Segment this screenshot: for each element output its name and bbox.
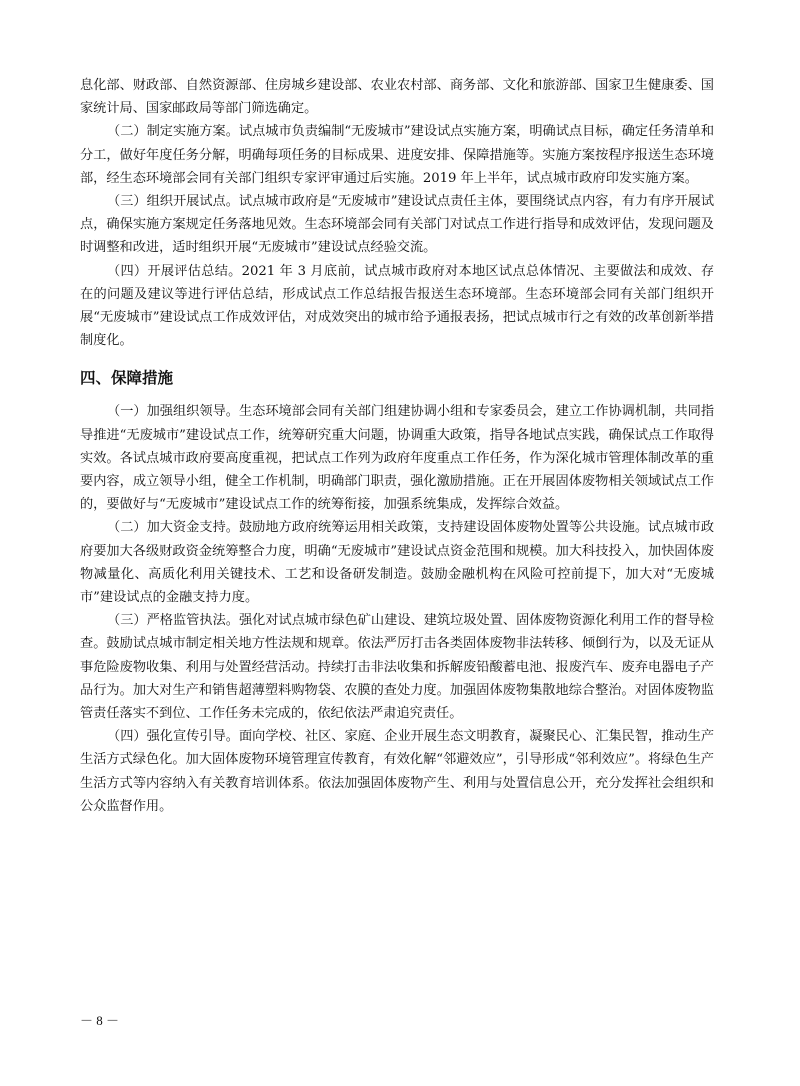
paragraph-text: 强化对试点城市绿色矿山建设、建筑垃圾处置、固体废物资源化利用工作的督导检查。鼓励试点城市制定相关地方性法规和规章。依法严厉打击各类固体废物非法转移、倾倒行为，以及无证从事危险废物收集、利用与处置经营活动。持续打击非法收集和拆解废铅酸蓄电池、报废汽车、废弃电器电子产品行为。加大对生产和销售超薄塑料购物袋、农膜的查处力度。加强固体废物集散地综合整治。对固体废物监管责任落实不到位、工作任务未完成的，依纪依法严肃追究责任。: [80, 613, 715, 722]
paragraph-text: 生态环境部会同有关部门组建协调小组和专家委员会，建立工作协调机制，共同指导推进“无废城市”建设试点工作，统筹研究重大问题，协调重大政策，指导各地试点实践，确保试点工作取得实效。各试点城市政府要高度重视，把试点工作列为政府年度重点工作任务，作为深化城市管理体制改革的重要内容，成立领导小组，健全工作机制，明确部门职责，强化激励措施。正在开展固体废物相关领域试点工作的，要做好与“无废城市”建设试点工作的统筹衔接，加强系统集成，发挥综合效益。: [80, 404, 715, 513]
paragraph-make-plan: [80, 120, 714, 190]
paragraph-lead: （三）严格监管执法。: [107, 613, 239, 629]
paragraph-text: 鼓励地方政府统筹运用相关政策，支持建设固体废物处置等公共设施。试点城市政府要加大各级财政资金统筹整合力度，明确“无废城市”建设试点资金范围和规模。加大科技投入，加快固体废物减量化、高质化利用关键技术、工艺和设备研发制造。鼓励金融机构在风险可控前提下，加大对“无废城市”建设试点的金融支持力度。: [80, 520, 715, 606]
paragraph-lead: （四）开展评估总结。: [107, 263, 242, 279]
paragraph-text: 试点城市负责编制“无废城市”建设试点实施方案，明确试点目标，确定任务清单和分工，做好年度任务分解，明确每项任务的目标成果、进度安排、保障措施等。实施方案按程序报送生态环境部，经生态环境部会同有关部门组织专家评审通过后实施。2019 年上半年，试点城市政府印发实施方案。: [80, 124, 715, 186]
paragraph-text: 面向学校、社区、家庭、企业开展生态文明教育，凝聚民心、汇集民智，推动生产生活方式绿色化。加大固体废物环境管理宣传教育，有效化解“邻避效应”，引导形成“邻利效应”。将绿色生产生活方式等内容纳入有关教育培训体系。依法加强固体废物产生、利用与处置信息公开，充分发挥社会组织和公众监督作用。: [80, 729, 715, 814]
paragraph-lead: （三）组织开展试点。: [107, 194, 239, 210]
paragraph-text: 2021 年 3 月底前，试点城市政府对本地区试点总体情况、主要做法和成效、存在的问题及建议等进行评估总结，形成试点工作总结报告报送生态环境部。生态环境部会同有关部门组织开展“无废城市”建设试点工作成效评估，对成效突出的城市给予通报表扬，把试点城市行之有效的改革创新举措制度化。: [80, 263, 715, 349]
document-body: [80, 74, 714, 818]
paragraph-lead: （一）加强组织领导。: [107, 404, 239, 420]
paragraph-evaluate-summary: [80, 260, 714, 353]
paragraph-lead: （二）加大资金支持。: [107, 520, 239, 536]
paragraph-text: 试点城市政府是“无废城市”建设试点责任主体，要围绕试点内容，有力有序开展试点，确保实施方案规定任务落地见效。生态环境部会同有关部门对试点工作进行指导和成效评估，发现问题及时调整和改进，适时组织开展“无废城市”建设试点经验交流。: [80, 194, 715, 256]
page-number: － 8 －: [80, 1013, 120, 1028]
paragraph-funding-support: [80, 516, 714, 609]
continued-paragraph: [80, 74, 714, 120]
paragraph-lead: （二）制定实施方案。: [107, 124, 239, 140]
paragraph-supervision-enforcement: [80, 609, 714, 725]
section-heading: 四、保障措施: [80, 369, 174, 388]
paragraph-publicity-guidance: [80, 725, 714, 818]
paragraph-text: 息化部、财政部、自然资源部、住房城乡建设部、农业农村部、商务部、文化和旅游部、国家卫生健康委、国家统计局、国家邮政局等部门筛选确定。: [80, 78, 714, 117]
paragraph-organize-pilot: [80, 190, 714, 260]
paragraph-lead: （四）强化宣传引导。: [107, 729, 239, 745]
paragraph-organization-leadership: [80, 400, 714, 516]
